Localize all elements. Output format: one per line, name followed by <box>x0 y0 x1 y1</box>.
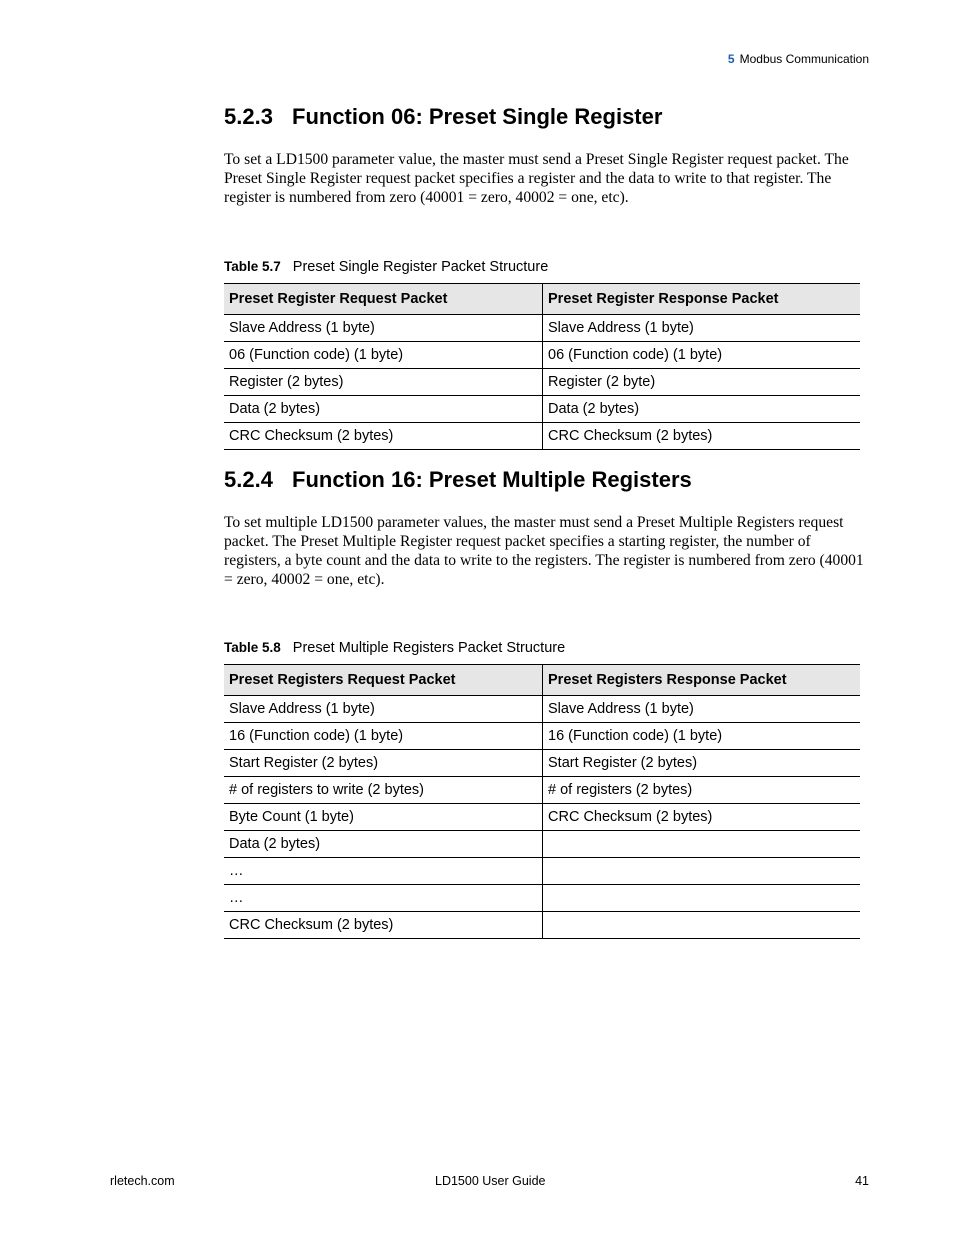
table-row <box>224 315 860 342</box>
table-cell: Slave Address (1 byte) <box>543 696 861 723</box>
table-row <box>224 423 860 450</box>
table-caption <box>224 640 565 656</box>
table-row <box>224 777 860 804</box>
table-cell: Slave Address (1 byte) <box>224 315 543 342</box>
table-row <box>224 750 860 777</box>
table-cell: CRC Checksum (2 bytes) <box>543 804 861 831</box>
section-title: Function 06: Preset Single Register <box>292 104 663 129</box>
table-caption-text: Preset Single Register Packet Structure <box>292 259 549 275</box>
section-number: 5.2.3 <box>224 104 273 129</box>
table-cell: 16 (Function code) (1 byte) <box>224 723 543 750</box>
section-heading-5-2-3 <box>224 104 662 130</box>
footer-document-title: LD1500 User Guide <box>435 1174 546 1188</box>
column-header: Preset Registers Request Packet <box>224 665 543 696</box>
table-header-row <box>224 665 860 696</box>
footer-page-number: 41 <box>855 1174 869 1188</box>
chapter-number: 5 <box>727 52 735 66</box>
column-header: Preset Registers Response Packet <box>543 665 861 696</box>
table-caption-text: Preset Multiple Registers Packet Structure <box>292 640 566 656</box>
table-label: Table 5.7 <box>224 259 281 274</box>
table-cell: 16 (Function code) (1 byte) <box>543 723 861 750</box>
preset-single-register-table <box>224 283 860 450</box>
table-row <box>224 858 860 885</box>
chapter-title: Modbus Communication <box>739 52 869 66</box>
table-row <box>224 342 860 369</box>
table-cell <box>543 885 861 912</box>
table-cell: CRC Checksum (2 bytes) <box>224 423 543 450</box>
table-row <box>224 831 860 858</box>
table-row <box>224 804 860 831</box>
section-paragraph: To set multiple LD1500 parameter values, the master must send a Preset Multiple Registers request packet. The Preset Multiple Register request packet specifies a starting register, the number of registers, a byte count and the data to write to the registers. The register is numbered from zero (40001 = zero, 40002 = one, etc). <box>224 514 864 588</box>
table-cell: # of registers (2 bytes) <box>543 777 861 804</box>
table-row <box>224 396 860 423</box>
column-header: Preset Register Response Packet <box>543 284 861 315</box>
table-cell: 06 (Function code) (1 byte) <box>224 342 543 369</box>
running-header <box>728 52 869 66</box>
table-caption <box>224 259 548 275</box>
column-header: Preset Register Request Packet <box>224 284 543 315</box>
table-cell: Data (2 bytes) <box>224 396 543 423</box>
table-cell: # of registers to write (2 bytes) <box>224 777 543 804</box>
footer-website: rletech.com <box>110 1174 175 1188</box>
table-cell <box>543 912 861 939</box>
table-cell <box>543 858 861 885</box>
table-cell: CRC Checksum (2 bytes) <box>224 912 543 939</box>
table-cell: CRC Checksum (2 bytes) <box>543 423 861 450</box>
section-title: Function 16: Preset Multiple Registers <box>292 467 692 492</box>
table-cell: Register (2 byte) <box>543 369 861 396</box>
table-cell: … <box>224 858 543 885</box>
preset-multiple-registers-table <box>224 664 860 939</box>
table-cell: Byte Count (1 byte) <box>224 804 543 831</box>
table-cell <box>543 831 861 858</box>
table-cell: Data (2 bytes) <box>543 396 861 423</box>
table-row <box>224 912 860 939</box>
section-heading-5-2-4 <box>224 467 692 493</box>
table-label: Table 5.8 <box>224 640 281 655</box>
table-row <box>224 696 860 723</box>
table-row <box>224 885 860 912</box>
section-paragraph: To set a LD1500 parameter value, the master must send a Preset Single Register request packet. The Preset Single Register request packet specifies a register and the data to write to that register. The register is numbered from zero (40001 = zero, 40002 = one, etc). <box>224 151 849 206</box>
table-header-row <box>224 284 860 315</box>
table-cell: Start Register (2 bytes) <box>224 750 543 777</box>
table-cell: Slave Address (1 byte) <box>543 315 861 342</box>
section-number: 5.2.4 <box>224 467 273 492</box>
table-row <box>224 723 860 750</box>
table-cell: Start Register (2 bytes) <box>543 750 861 777</box>
table-cell: 06 (Function code) (1 byte) <box>543 342 861 369</box>
table-cell: Slave Address (1 byte) <box>224 696 543 723</box>
table-cell: Data (2 bytes) <box>224 831 543 858</box>
table-cell: Register (2 bytes) <box>224 369 543 396</box>
table-cell: … <box>224 885 543 912</box>
table-row <box>224 369 860 396</box>
